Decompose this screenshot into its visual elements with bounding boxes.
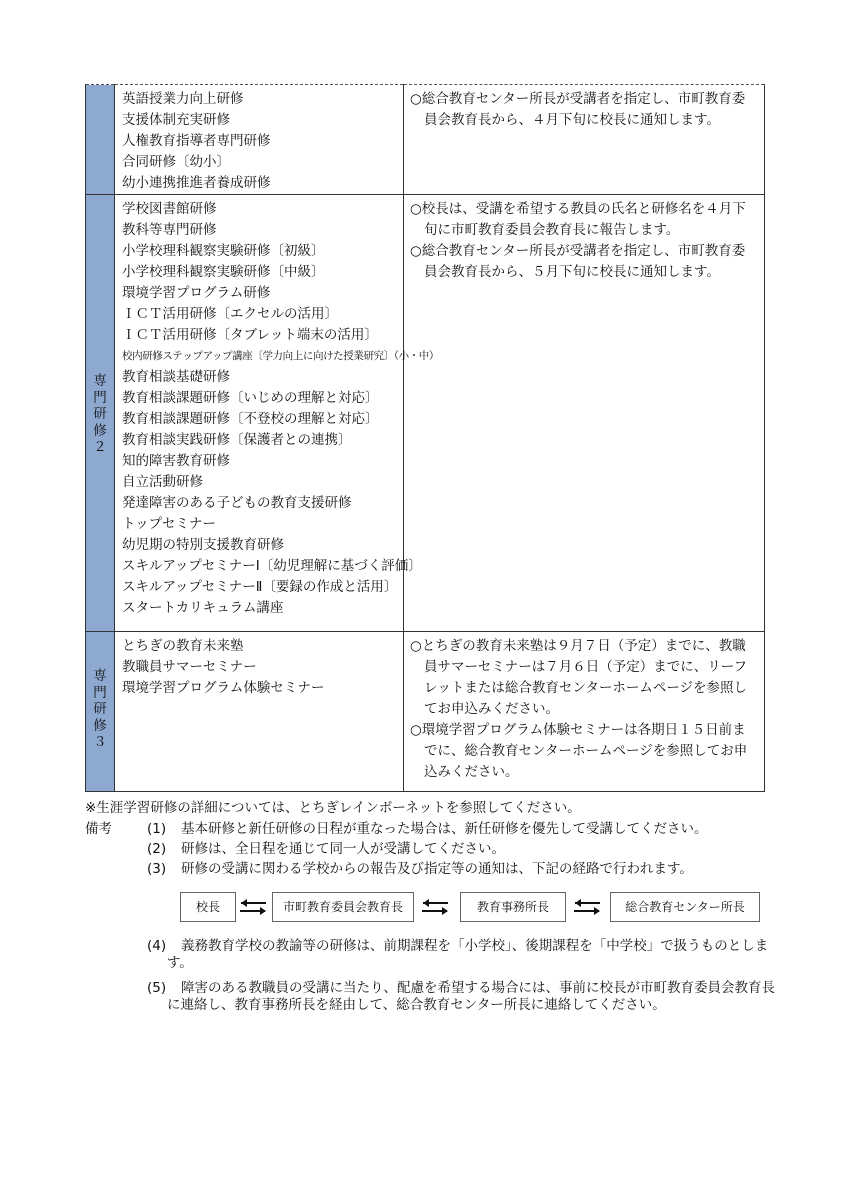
training-item: 環境学習プログラム研修 (122, 285, 271, 301)
row-label-char: ３ (93, 734, 107, 750)
remark-text: 障害のある教職員の受講に当たり、配慮を希望する場合には、事前に校長が市町教育委員会教育長に連絡し、教育事務所長を経由して、総合教育センター所長に連絡してください。 (167, 980, 775, 1013)
training-item: 英語授業力向上研修 (122, 91, 244, 107)
training-item: 教育相談基礎研修 (122, 369, 230, 385)
remark-number: (3) (147, 861, 167, 877)
training-list (115, 85, 403, 194)
training-item: 教育相談課題研修〔いじめの理解と対応〕 (122, 390, 379, 406)
training-item: 教科等専門研修 (122, 222, 217, 238)
table-row (86, 85, 765, 195)
procedure-cell (404, 85, 765, 195)
row-label-cell (86, 85, 115, 195)
training-item: 教職員サマーセミナー (122, 659, 257, 675)
row-label-char: 門 (93, 389, 107, 406)
training-item: ＩＣＴ活用研修〔エクセルの活用〕 (122, 306, 338, 322)
training-item: 学校図書館研修 (122, 201, 217, 217)
training-item: 知的障害教育研修 (122, 453, 230, 469)
training-item: ＩＣＴ活用研修〔タブレット端末の活用〕 (122, 327, 378, 343)
table-row (86, 195, 765, 632)
procedure-note: ○総合教育センター所長が受講者を指定し、市町教育委員会教育長から、５月下旬に校長に通知します。 (410, 243, 746, 280)
training-item: 幼小連携推進者養成研修 (122, 175, 271, 191)
row-label-char: 研 (93, 406, 107, 422)
training-item: スキルアップセミナーⅠ〔幼児理解に基づく評価〕 (122, 558, 422, 574)
training-item: 小学校理科観察実験研修〔初級〕 (122, 243, 325, 259)
remark-number: (1) (147, 821, 167, 837)
training-item: スキルアップセミナーⅡ〔要録の作成と活用〕 (122, 579, 398, 595)
training-item: 小学校理科観察実験研修〔中級〕 (122, 264, 325, 280)
row-label-char: 専 (93, 373, 107, 389)
row-label-vertical (86, 373, 114, 456)
training-item: 自立活動研修 (122, 474, 203, 490)
row-label-cell (86, 632, 115, 792)
training-list-cell (115, 632, 404, 792)
remark-number: (5) (147, 980, 167, 996)
table-row (86, 632, 765, 792)
training-item: 環境学習プログラム体験セミナー (122, 680, 325, 696)
remarks-heading: 備考 (85, 821, 112, 837)
procedure-cell (404, 632, 765, 792)
procedure-note: ○校長は、受講を希望する教員の氏名と研修名を４月下旬に市町教育委員会教育長に報告します。 (410, 201, 746, 238)
row-label-char: 門 (93, 684, 107, 701)
procedure-notes (404, 85, 764, 135)
remark-number: (2) (147, 841, 167, 857)
row-label-char: ２ (93, 439, 107, 455)
row-label-vertical (86, 668, 114, 751)
row-label-cell (86, 195, 115, 632)
row-label-char: 修 (93, 422, 107, 439)
procedure-notes (404, 632, 764, 787)
row-label-char: 専 (93, 668, 107, 684)
remark-text: 義務教育学校の教諭等の研修は、前期課程を「小学校」、後期課程を「中学校」で扱うものとします。 (167, 938, 769, 971)
flow-box-center-director: 総合教育センター所長 (610, 892, 760, 922)
training-list-cell (115, 195, 440, 632)
flow-box-education-office: 教育事務所長 (460, 892, 566, 922)
procedure-notes (404, 195, 764, 287)
training-item: 支援体制充実研修 (122, 112, 230, 128)
procedure-note: ○とちぎの教育未来塾は９月７日（予定）までに、教職員サマーセミナーは７月６日（予定）までに、リーフレットまたは総合教育センターホームページを参照してお申込みください。 (410, 638, 748, 717)
remark-text: 研修は、全日程を通じて同一人が受講してください。 (181, 841, 505, 857)
training-item: 発達障害のある子どもの教育支援研修 (122, 495, 352, 511)
flow-box-principal: 校長 (180, 892, 236, 922)
bidirectional-arrow-icon (420, 898, 450, 916)
training-item: 校内研修ステップアップ講座〔学力向上に向けた授業研究〕（小・中） (122, 350, 440, 362)
training-item: 教育相談課題研修〔不登校の理解と対応〕 (122, 411, 379, 427)
remark-text: 研修の受講に関わる学校からの報告及び指定等の通知は、下記の経路で行われます。 (181, 861, 693, 877)
training-item: 合同研修〔幼小〕 (122, 154, 230, 170)
training-list (115, 632, 403, 699)
flow-box-municipal-board: 市町教育委員会教育長 (272, 892, 414, 922)
training-item: 幼児期の特別支援教育研修 (122, 537, 284, 553)
notification-flow (0, 892, 850, 922)
training-list-cell (115, 85, 404, 195)
remark-text: 基本研修と新任研修の日程が重なった場合は、新任研修を優先して受講してください。 (181, 821, 708, 837)
training-item: トップセミナー (122, 516, 216, 532)
procedure-cell (404, 195, 765, 632)
procedure-note: ○総合教育センター所長が受講者を指定し、市町教育委員会教育長から、４月下旬に校長に通知します。 (410, 91, 746, 128)
training-item: スタートカリキュラム講座 (122, 600, 284, 616)
training-item: 人権教育指導者専門研修 (122, 133, 271, 149)
training-table (85, 84, 765, 792)
procedure-note: ○環境学習プログラム体験セミナーは各期日１５日前までに、総合教育センターホームページを参照してお申込みください。 (410, 722, 748, 780)
row-label-char: 修 (93, 717, 107, 734)
bidirectional-arrow-icon (572, 898, 602, 916)
bidirectional-arrow-icon (238, 898, 268, 916)
training-item: 教育相談実践研修〔保護者との連携〕 (122, 432, 352, 448)
remark-number: (4) (147, 938, 167, 954)
training-list (115, 195, 440, 619)
training-item: とちぎの教育未来塾 (122, 638, 244, 654)
row-label-char: 研 (93, 701, 107, 717)
footnote: ※生涯学習研修の詳細については、とちぎレインボーネットを参照してください。 (85, 800, 581, 816)
